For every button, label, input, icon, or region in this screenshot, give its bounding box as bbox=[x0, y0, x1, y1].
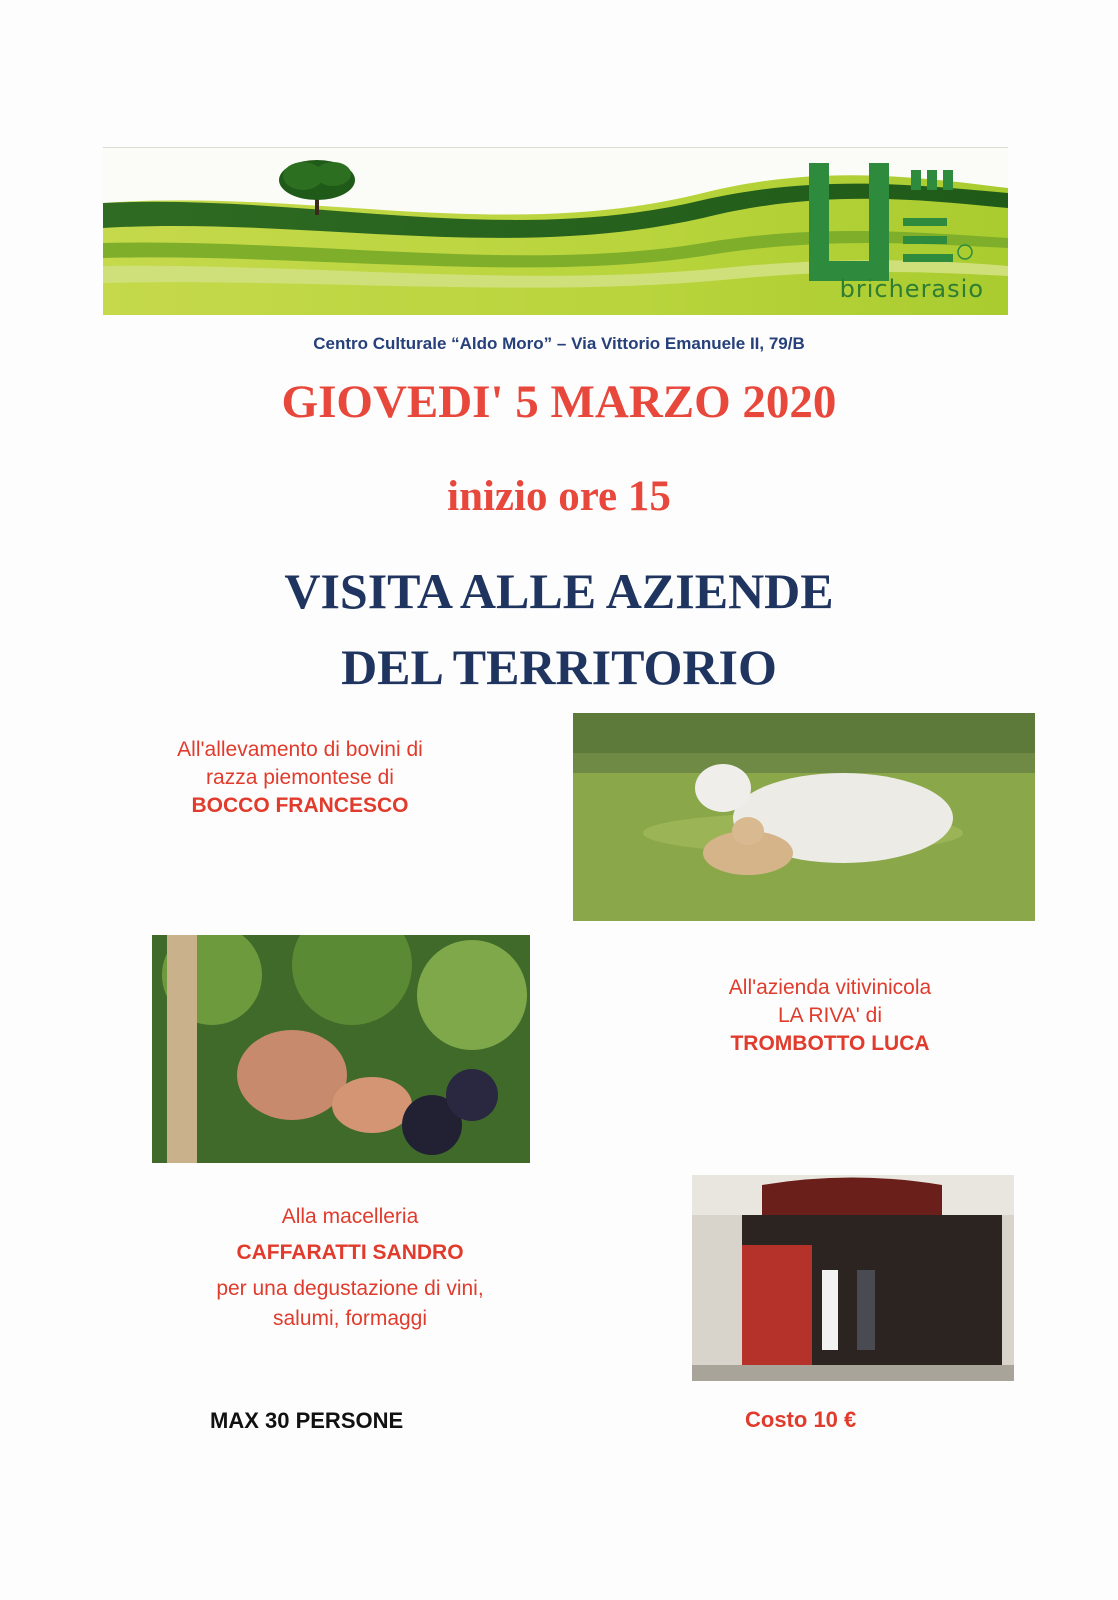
event-title-line2: DEL TERRITORIO bbox=[341, 639, 777, 695]
cattle-photo bbox=[573, 713, 1035, 921]
vineyard-photo bbox=[152, 935, 530, 1163]
visit-trombotto bbox=[630, 974, 1030, 1058]
visit-name: TROMBOTTO LUCA bbox=[730, 1032, 930, 1055]
visit-line: salumi, formaggi bbox=[272, 1307, 428, 1330]
visit-name: CAFFARATTI SANDRO bbox=[236, 1241, 464, 1264]
visit-caffaratti bbox=[140, 1202, 560, 1334]
logo-text: bricherasio bbox=[839, 275, 984, 303]
visit-line: All'azienda vitivinicola bbox=[728, 976, 932, 999]
visit-line: All'allevamento di bovini di bbox=[177, 738, 423, 761]
event-cost: Costo 10 € bbox=[745, 1407, 857, 1432]
event-time: inizio ore 15 bbox=[447, 473, 671, 520]
event-title-line1: VISITA ALLE AZIENDE bbox=[284, 563, 834, 619]
visit-line: per una degustazione di vini, bbox=[216, 1277, 484, 1300]
max-participants: MAX 30 PERSONE bbox=[210, 1408, 404, 1433]
butcher-shop-photo bbox=[692, 1175, 1014, 1381]
header-banner bbox=[103, 147, 1008, 315]
event-date: GIOVEDI' 5 MARZO 2020 bbox=[281, 376, 837, 428]
visit-line: LA RIVA' di bbox=[777, 1004, 882, 1027]
visit-name: BOCCO FRANCESCO bbox=[191, 794, 409, 817]
venue-address: Centro Culturale “Aldo Moro” – Via Vittorio Emanuele II, 79/B bbox=[313, 334, 805, 353]
visit-line: razza piemontese di bbox=[206, 766, 394, 789]
visit-line: Alla macelleria bbox=[281, 1205, 419, 1228]
visit-bocco bbox=[100, 736, 500, 820]
